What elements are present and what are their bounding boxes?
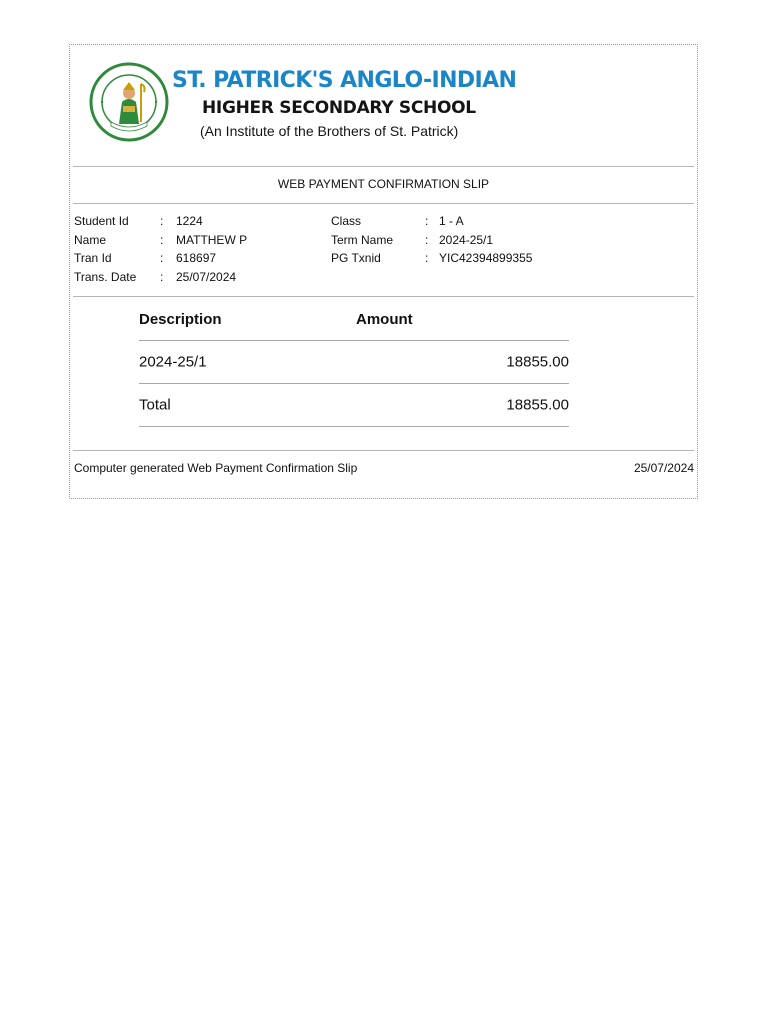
info-label: Trans. Date — [74, 269, 137, 284]
row-description: 2024-25/1 — [139, 353, 207, 371]
payment-slip — [69, 44, 698, 499]
info-row-tran-id — [74, 249, 247, 268]
info-value: 618697 — [176, 251, 217, 265]
row-amount: 18855.00 — [506, 353, 569, 371]
info-row-trans-date — [74, 268, 247, 287]
slip-title: WEB PAYMENT CONFIRMATION SLIP — [277, 177, 490, 191]
school-name: ST. PATRICK'S ANGLO-INDIAN — [172, 68, 517, 93]
info-row-student-id — [74, 212, 247, 231]
school-crest-icon — [89, 62, 169, 142]
divider — [73, 450, 694, 451]
info-label: PG Txnid — [331, 251, 381, 265]
footer-note: Computer generated Web Payment Confirmation Slip — [74, 461, 358, 475]
divider — [73, 296, 694, 297]
info-row-class — [331, 212, 532, 231]
info-label: Class — [331, 214, 362, 228]
info-colon: : — [425, 214, 429, 228]
table-row — [139, 341, 569, 384]
info-colon: : — [425, 232, 429, 247]
info-value: MATTHEW P — [176, 232, 248, 247]
student-info-left — [74, 212, 247, 286]
info-value: 2024-25/1 — [439, 232, 494, 247]
info-colon: : — [160, 232, 164, 247]
school-subtitle: HIGHER SECONDARY SCHOOL — [202, 98, 476, 118]
info-value: 25/07/2024 — [176, 269, 237, 284]
total-amount: 18855.00 — [506, 396, 569, 414]
info-label: Tran Id — [74, 251, 112, 265]
info-value: 1 - A — [439, 214, 464, 228]
info-label: Term Name — [331, 232, 394, 247]
info-value: YIC42394899355 — [439, 251, 533, 265]
info-label: Student Id — [74, 214, 129, 228]
school-header — [70, 45, 697, 166]
total-label: Total — [139, 396, 171, 414]
info-colon: : — [160, 269, 164, 284]
total-row — [139, 384, 569, 427]
divider — [73, 166, 694, 167]
description-header: Description — [139, 311, 222, 328]
school-tagline: (An Institute of the Brothers of St. Patrick) — [200, 123, 459, 139]
divider — [73, 203, 694, 204]
info-colon: : — [425, 251, 429, 265]
amount-header: Amount — [356, 311, 413, 328]
info-colon: : — [160, 251, 164, 265]
info-row-term-name — [331, 231, 532, 250]
info-colon: : — [160, 214, 164, 228]
info-value: 1224 — [176, 214, 203, 228]
payment-table — [139, 303, 569, 427]
info-label: Name — [74, 232, 107, 247]
payment-table-header — [139, 303, 569, 341]
student-info-right — [331, 212, 532, 268]
info-row-name — [74, 231, 247, 250]
info-row-pg-txnid — [331, 249, 532, 268]
footer-date: 25/07/2024 — [633, 461, 694, 475]
